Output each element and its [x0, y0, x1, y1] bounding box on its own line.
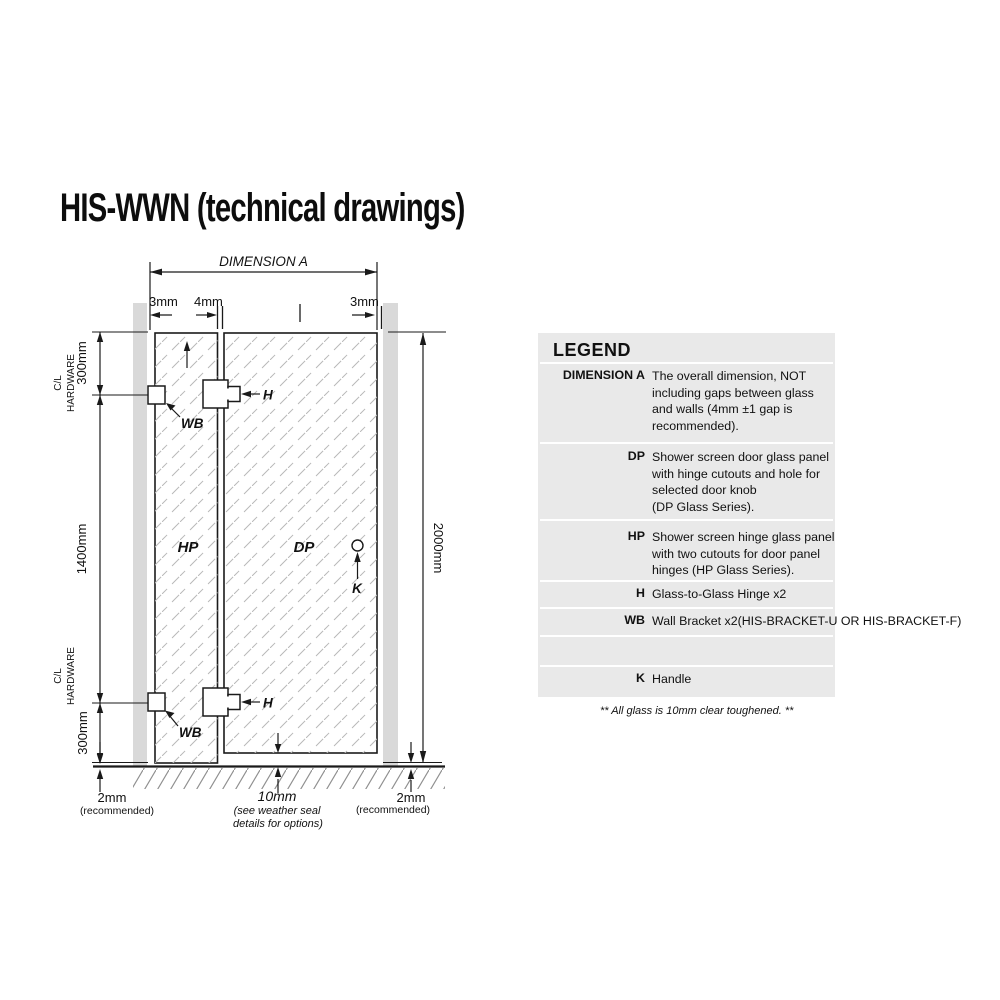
hinge-bottom-bridge: [227, 697, 230, 708]
legend-desc-hp: [652, 529, 835, 579]
floor-gap-left-label: 2mm: [97, 790, 127, 805]
dim-2000-label: 2000mm: [431, 522, 446, 574]
legend-desc-line: Shower screen hinge glass panel: [652, 530, 835, 544]
bracket-top-label: WB: [181, 416, 204, 431]
legend-desc-h: [652, 586, 786, 603]
dimension-a-label: DIMENSION A: [219, 254, 308, 269]
gap-right-label: 3mm: [350, 294, 379, 309]
floor-gap-mid-label: 10mm: [257, 788, 297, 804]
wall-bracket-bottom: [148, 693, 165, 711]
legend-divider: [540, 362, 833, 364]
cl-bottom-label: C/L: [53, 668, 64, 684]
legend-desc-k: [652, 671, 691, 688]
hardware-bottom-label: HARDWARE: [66, 647, 77, 705]
gap-left-label: 3mm: [149, 294, 178, 309]
legend-desc-line: selected door knob: [652, 483, 757, 497]
page-title: HIS-WWN (technical drawings): [60, 186, 465, 230]
floor-gap-mid-note2: details for options): [233, 818, 323, 830]
gap-mid-label: 4mm: [194, 294, 223, 309]
legend-desc-line: Wall Bracket x2(HIS-BRACKET-U OR HIS-BRACKET-F): [652, 614, 962, 628]
hp-panel-label: HP: [177, 539, 199, 556]
legend-term-hp: HP: [627, 529, 645, 543]
legend-divider: [540, 519, 833, 521]
dim-300-top-label: 300mm: [74, 341, 89, 385]
legend-term-k: K: [636, 671, 645, 685]
legend-divider: [540, 635, 833, 637]
legend-divider: [540, 580, 833, 582]
knob-hole: [352, 540, 363, 551]
legend-desc-line: Shower screen door glass panel: [652, 450, 830, 464]
legend-divider: [540, 607, 833, 609]
hinge-top-plug: [228, 387, 240, 402]
hinge-bottom-label: H: [263, 695, 273, 711]
legend-desc-wb: [652, 613, 961, 630]
legend-desc-line: Handle: [652, 672, 692, 686]
legend-term-wb: WB: [624, 613, 645, 627]
bracket-bottom-label: WB: [179, 725, 202, 740]
legend-desc-line: including gaps between glass: [652, 385, 814, 400]
floor-gap-right-note: (recommended): [355, 804, 431, 816]
hinge-bottom-body: [203, 688, 228, 716]
top-gap-dimensions: [149, 294, 382, 329]
floor-gap-left-note: (recommended): [79, 805, 155, 817]
hinge-top-label: H: [263, 387, 273, 403]
legend-desc-line: (DP Glass Series).: [652, 499, 755, 514]
hardware-top-label: HARDWARE: [66, 354, 77, 412]
legend-divider: [540, 665, 833, 667]
floor-gap-mid-note1: (see weather seal: [233, 805, 321, 817]
dim-1400-label: 1400mm: [74, 523, 89, 575]
legend-desc-line: Glass-to-Glass Hinge x2: [652, 587, 787, 601]
legend-footnote: ** All glass is 10mm clear toughened. **: [600, 705, 794, 717]
floor: [92, 763, 445, 790]
floor-gap-right-label: 2mm: [396, 790, 426, 805]
legend-desc-line: and walls (4mm ±1 gap is: [652, 402, 793, 416]
legend-term-dp: DP: [627, 449, 645, 463]
dp-panel-label: DP: [293, 539, 315, 556]
legend-desc-dimension-a: [652, 368, 814, 434]
legend-header: LEGEND: [553, 340, 632, 360]
hinge-bottom-plug: [228, 695, 240, 710]
left-wall: [133, 303, 147, 767]
legend-desc-line: The overall dimension, NOT: [652, 369, 807, 383]
legend-term-h: H: [636, 586, 645, 600]
dim-300-bottom-label: 300mm: [75, 711, 90, 755]
legend-desc-line: with two cutouts for door panel: [652, 546, 821, 561]
cl-top-label: C/L: [53, 375, 64, 391]
legend-divider: [540, 442, 833, 444]
legend-desc-line: hinges (HP Glass Series).: [652, 563, 795, 577]
hinge-top-body: [203, 380, 228, 408]
wall-bracket-top: [148, 386, 165, 404]
dimension-a: [150, 254, 377, 330]
right-wall: [383, 303, 398, 767]
hinge-top-bridge: [227, 389, 230, 400]
knob-label: K: [352, 581, 362, 596]
legend-desc-line: with hinge cutouts and hole for: [652, 466, 821, 481]
floor-hatch: [133, 768, 445, 789]
legend-term-dimension-a: DIMENSION A: [562, 368, 645, 382]
legend-desc-line: recommended).: [652, 418, 739, 433]
legend-desc-dp: [652, 449, 829, 515]
